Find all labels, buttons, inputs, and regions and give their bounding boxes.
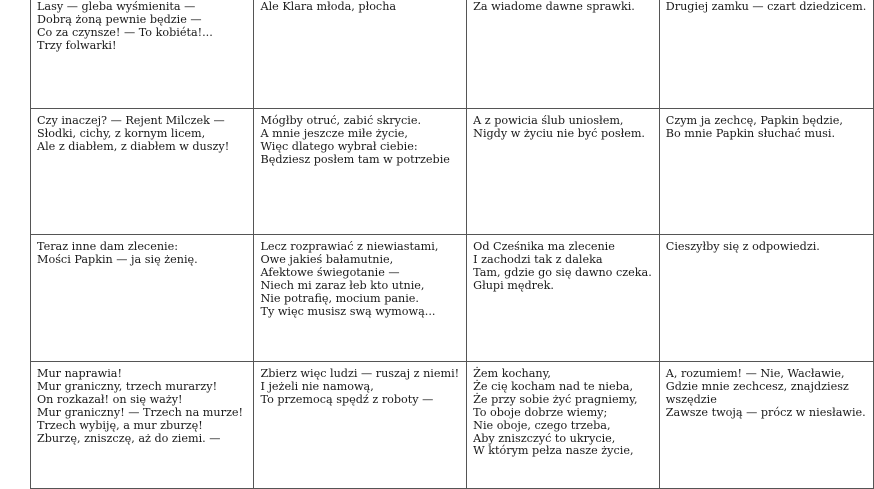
verse-line: Ty więc musisz swą wymową... [260,304,436,318]
verse-line: wszędzie [665,392,717,406]
table-row [31,109,874,235]
table-row [31,235,874,362]
verse-line: Nigdy w życiu nie być posłem. [473,126,645,140]
verse-line: Żem kochany, [473,367,551,380]
table-cell [467,235,660,362]
verse-line: Lecz rozprawiać z niewiastami, [260,240,439,253]
verse-line: Drugiej zamku — czart dziedzicem. [665,0,867,13]
verse-line: Cieszyłby się z odpowiedzi. [665,240,820,253]
verse-line: Nie oboje, czego trzeba, [473,418,611,432]
verse-line: W którym pełza nasze życie, [473,444,634,458]
verse-line: On rozkazał! on się waży! [37,392,183,406]
verse-line: Zawsze twoją — prócz w niesławie. [665,405,866,419]
verse-line: Będziesz posłem tam w potrzebie [260,152,450,166]
table-cell [254,235,467,362]
verse-line: Dobrą żoną pewnie będzie — [37,12,202,26]
verse-line: Trzech wybiję, a mur zburzę! [37,418,203,432]
verse-line: Nie potrafię, mocium panie. [260,291,419,305]
table-cell [659,362,874,489]
verse-line: Słodki, cichy, z kornym licem, [37,126,206,140]
verse-line: Od Cześnika ma zlecenie [473,240,615,253]
table-cell [467,109,660,235]
table-cell [254,109,467,235]
verse-line: Czym ja zechcę, Papkin będzie, [665,114,843,127]
verse-line: Co za czynsze! — To kobiéta!... [37,25,213,39]
verse-line: Aby zniszczyć to ukrycie, [473,431,616,445]
verse-line: A mnie jeszcze miłe życie, [260,126,408,140]
verse-line: Mości Papkin — ja się żenię. [37,252,198,266]
table-cell [31,0,254,109]
verse-line: Zbierz więc ludzi — ruszaj z niemi! [260,367,460,380]
table-cell [31,235,254,362]
table-cell [467,0,660,109]
verse-line: Więc dlatego wybrał ciebie: [260,139,418,153]
verse-line: Niech mi zaraz łeb kto utnie, [260,278,425,292]
table-cell [467,362,660,489]
verse-line: Za wiadome dawne sprawki. [473,0,635,13]
verse-line: Mur graniczny, trzech murarzy! [37,379,218,393]
verse-line: Lasy — gleba wyśmienita — [37,0,196,13]
verse-line: Ale Klara młoda, płocha [260,0,397,13]
table-cell [254,362,467,489]
table-cell [659,109,874,235]
verse-line: To przemocą spędź z roboty — [260,392,434,406]
table-cell [254,0,467,109]
table-row [31,362,874,489]
verse-line: Gdzie mnie zechcesz, znajdziesz [665,379,849,393]
verse-line: Mur naprawia! [37,367,122,380]
table-cell [659,0,874,109]
verse-line: Bo mnie Papkin słuchać musi. [665,126,836,140]
verse-line: To oboje dobrze wiemy; [473,405,608,419]
verse-line: Że przy sobie żyć pragniemy, [473,392,638,406]
table-cell [31,362,254,489]
table-row [31,0,874,109]
verse-line: A, rozumiem! — Nie, Wacławie, [665,367,845,380]
verse-line: Trzy folwarki! [37,38,117,52]
verse-line: Głupi mędrek. [473,278,554,292]
text-table [30,0,874,489]
table-cell [659,235,874,362]
verse-line: Teraz inne dam zlecenie: [37,240,178,253]
verse-line: Owe jakieś bałamutnie, [260,252,394,266]
verse-line: Mógłby otruć, zabić skrycie. [260,114,421,127]
verse-line: Tam, gdzie go się dawno czeka. [473,265,652,279]
verse-line: Zburzę, zniszczę, aż do ziemi. — [37,431,221,445]
verse-line: A z powicia ślub uniosłem, [473,114,624,127]
verse-line: I zachodzi tak z daleka [473,252,603,266]
verse-line: Czy inaczej? — Rejent Milczek — [37,114,225,127]
verse-line: Mur graniczny! — Trzech na murze! [37,405,243,419]
verse-line: Afektowe świegotanie — [260,265,400,279]
verse-line: I jeżeli nie namową, [260,379,374,393]
verse-line: Ale z diabłem, z diabłem w duszy! [37,139,230,153]
verse-line: Że cię kocham nad te nieba, [473,379,634,393]
table-cell [31,109,254,235]
table-body [31,0,874,489]
